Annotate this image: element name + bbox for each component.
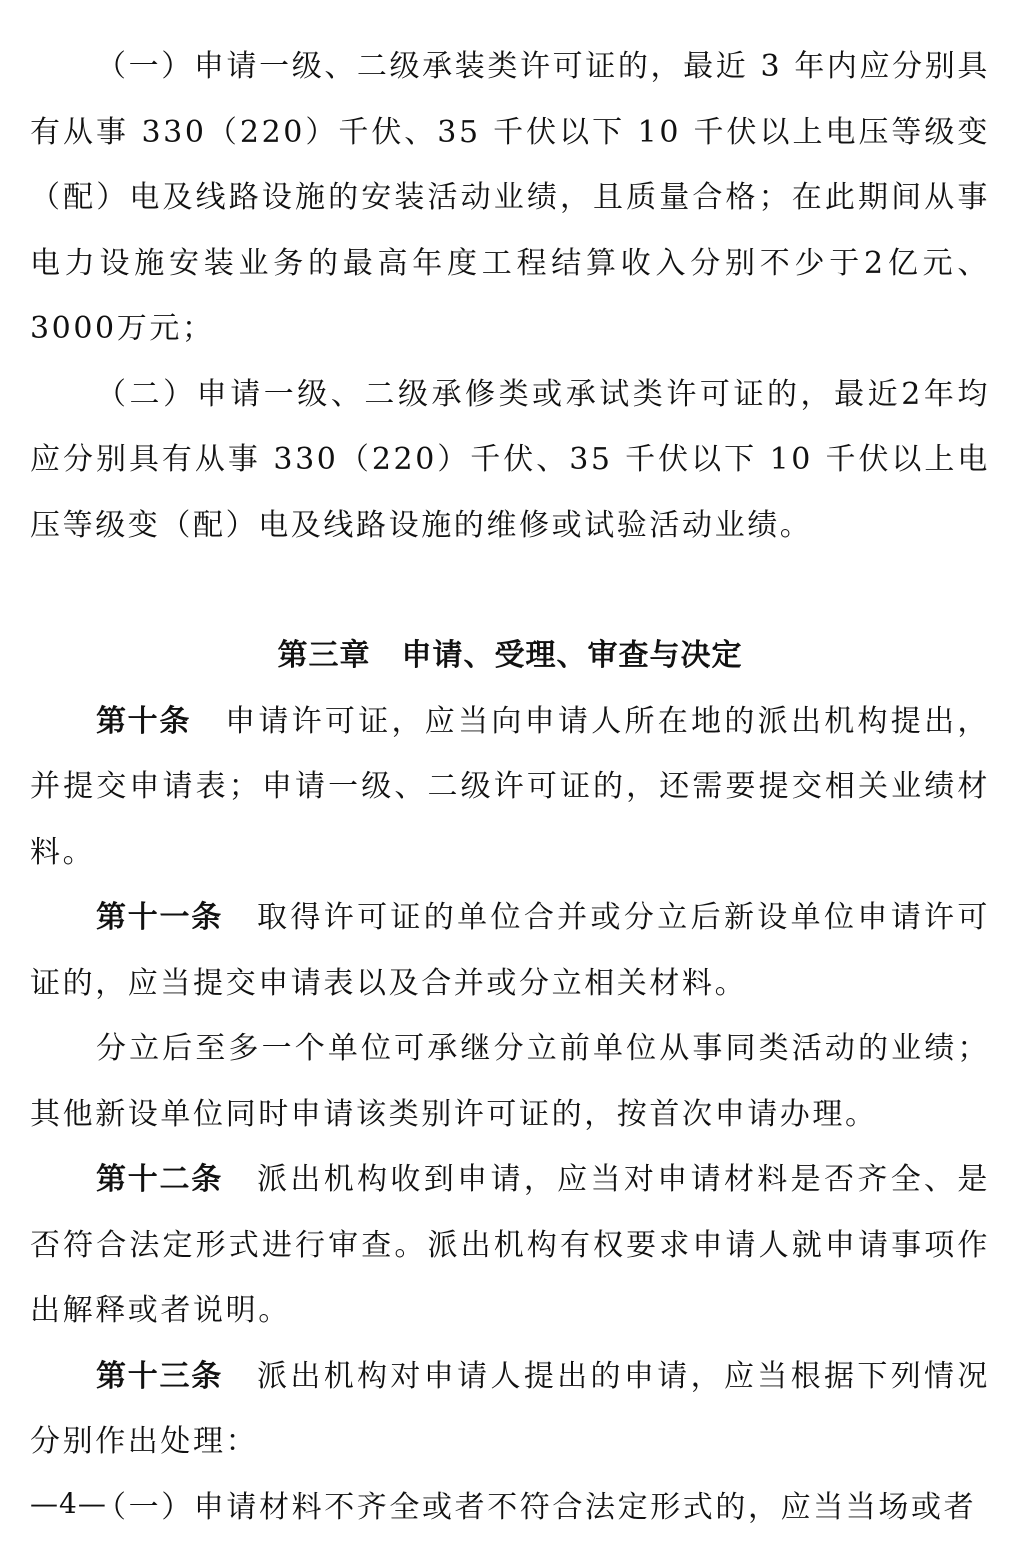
article-text: 取得许可证的单位合并或分立后新设单位申请许可证的，应当提交申请表以及合并或分立相关材料。	[30, 900, 991, 1001]
article-label: 第十一条	[96, 900, 224, 935]
article-10	[30, 689, 990, 886]
chapter-title: 第三章 申请、受理、审查与决定	[277, 638, 743, 673]
paragraph-item-1: （一）申请一级、二级承装类许可证的，最近 3 年内应分别具有从事 330（220）千伏、35 千伏以下 10 千伏以上电压等级变（配）电及线路设施的安装活动业绩，且质量合格；在此期间从事电力设施安装业务的最高年度工程结算收入分别不少于2亿元、3000万元；	[30, 49, 990, 346]
article-text: 派出机构收到申请，应当对申请材料是否齐全、是否符合法定形式进行审查。派出机构有权要求申请人就申请事项作出解释或者说明。	[30, 1162, 991, 1328]
article-text: 申请许可证，应当向申请人所在地的派出机构提出，并提交申请表；申请一级、二级许可证的，还需要提交相关业绩材料。	[30, 703, 990, 870]
article-text: 派出机构对申请人提出的申请，应当根据下列情况分别作出处理：	[30, 1358, 991, 1459]
page-number: —4—	[30, 1487, 107, 1520]
article-13	[30, 1344, 990, 1475]
article-label: 第十条	[96, 703, 192, 739]
article-label: 第十三条	[96, 1358, 224, 1394]
paragraph-split-rule: 分立后至多一个单位可承继分立前单位从事同类活动的业绩；其他新设单位同时申请该类别许可证的，按首次申请办理。	[30, 1031, 990, 1132]
section-gap	[30, 558, 990, 623]
article-12	[30, 1147, 990, 1344]
article-11	[30, 885, 990, 1016]
paragraph-item-13-1: （一）申请材料不齐全或者不符合法定形式的，应当当场或者	[96, 1489, 977, 1525]
document-page	[30, 34, 990, 1540]
paragraph-item-2: （二）申请一级、二级承修类或承试类许可证的，最近2年均应分别具有从事 330（220）千伏、35 千伏以下 10 千伏以上电压等级变（配）电及线路设施的维修或试验活动业绩。	[30, 376, 990, 543]
article-label: 第十二条	[96, 1162, 224, 1197]
